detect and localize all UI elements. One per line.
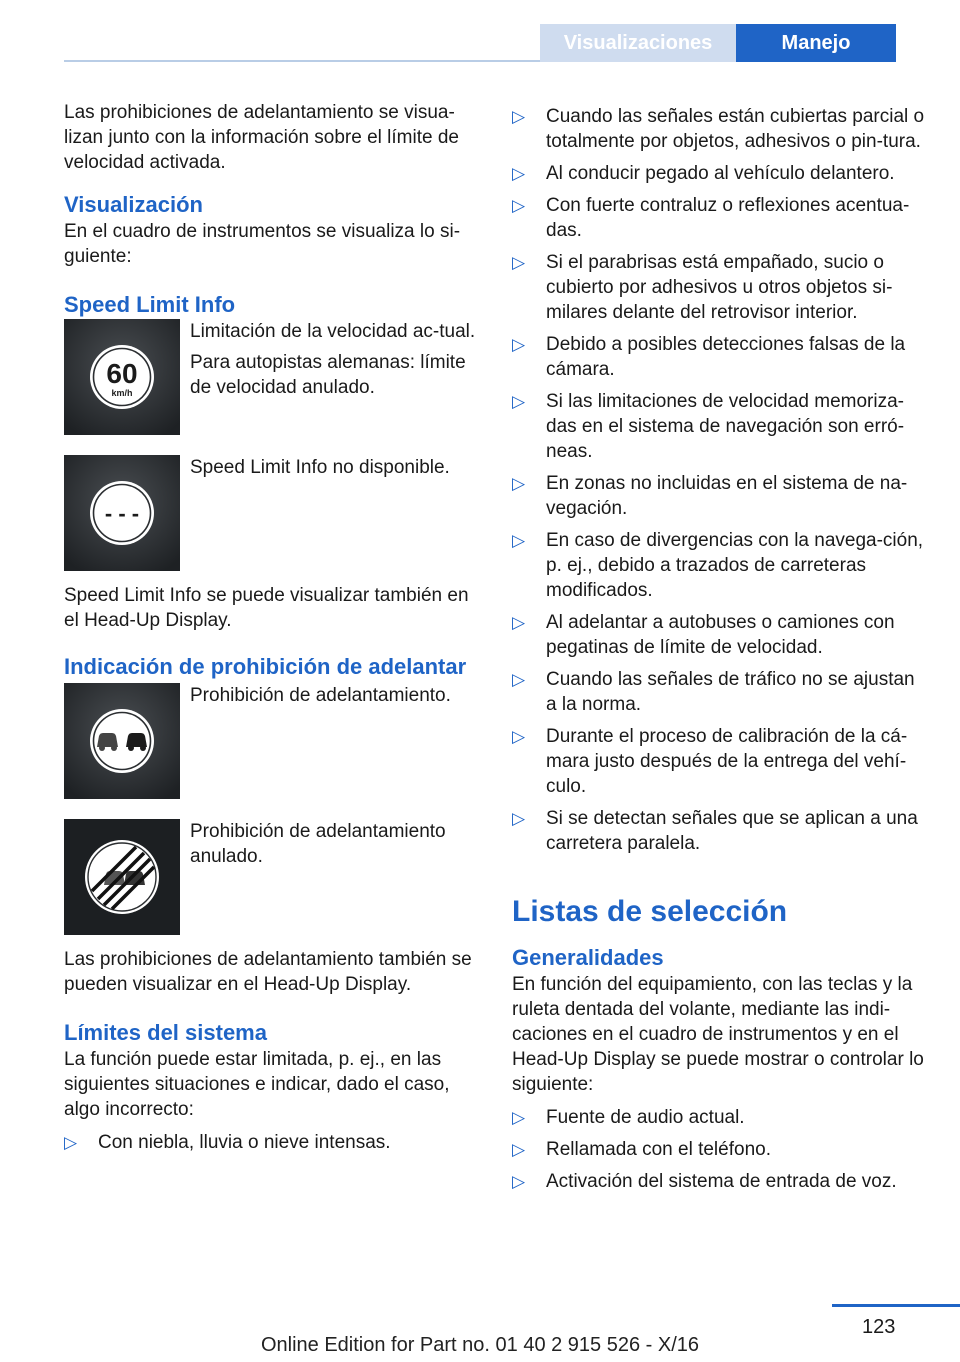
bullet-arrow-icon: ▷ xyxy=(512,670,526,689)
left-column xyxy=(64,100,478,1155)
list-item: ▷ Cuando las señales de tráfico no se ajustan a la norma. xyxy=(512,669,915,715)
list-item: ▷ En zonas no incluidas en el sistema de na-vegación. xyxy=(512,473,908,519)
bullet-arrow-icon: ▷ xyxy=(512,1140,526,1159)
limites-list-continued xyxy=(512,104,930,856)
bullet-arrow-icon: ▷ xyxy=(512,392,526,411)
speed-limit-60-value: 60 xyxy=(106,358,138,389)
list-item: ▷ Con fuerte contraluz o reflexiones acentua-das. xyxy=(512,195,910,241)
heading-visualizacion: Visualización xyxy=(64,192,203,217)
bullet-arrow-icon: ▷ xyxy=(512,809,526,828)
speed-limit-60-icon xyxy=(64,319,180,435)
limites-paragraph: La función puede estar limitada, p. ej., en las siguientes situaciones e indicar, dado el caso, algo incorrecto: xyxy=(64,1049,450,1120)
bullet-arrow-icon: ▷ xyxy=(512,474,526,493)
footer-edition: Online Edition for Part no. 01 40 2 915 526 - X/16 xyxy=(260,1334,700,1356)
list-item: ▷ Si se detectan señales que se aplican a una carretera paralela. xyxy=(512,808,918,854)
speed-limit-unavailable-icon xyxy=(64,455,180,571)
header-active-tab: Manejo xyxy=(736,24,896,62)
heading-listas: Listas de selección xyxy=(512,895,788,928)
hud-overtake-paragraph: Las prohibiciones de adelantamiento también se pueden visualizar en el Head-Up Display. xyxy=(64,949,472,995)
speed-limit-cancelled-desc: Para autopistas alemanas: límite de velocidad anulado. xyxy=(190,352,466,398)
bullet-arrow-icon: ▷ xyxy=(512,1172,526,1191)
visualizacion-paragraph: En el cuadro de instrumentos se visualiza lo si-guiente: xyxy=(64,221,461,267)
bullet-arrow-icon: ▷ xyxy=(512,335,526,354)
speed-limit-60-unit: km/h xyxy=(111,388,133,398)
intro-paragraph: Las prohibiciones de adelantamiento se visua-lizan junto con la información sobre el límite de velocidad activada. xyxy=(64,102,459,173)
list-item: ▷ Durante el proceso de calibración de la cá-mara justo después de la entrega del vehí-culo. xyxy=(512,726,908,797)
no-overtaking-icon xyxy=(64,683,180,799)
hud-speed-paragraph: Speed Limit Info se puede visualizar también en el Head-Up Display. xyxy=(64,585,469,631)
end-no-overtaking-icon xyxy=(64,819,180,935)
end-no-overtaking-figure xyxy=(64,819,478,935)
no-overtaking-figure xyxy=(64,683,478,799)
speed-limit-unavailable-value: - - - xyxy=(104,501,140,526)
bullet-arrow-icon: ▷ xyxy=(64,1133,78,1152)
list-item: ▷ En caso de divergencias con la navega-ción, p. ej., debido a trazados de carreteras modificados. xyxy=(512,530,924,601)
list-item: ▷ Al adelantar a autobuses o camiones con pegatinas de límite de velocidad. xyxy=(512,612,895,658)
list-item: ▷ Activación del sistema de entrada de voz. xyxy=(512,1171,897,1192)
end-no-overtaking-desc: Prohibición de adelantamiento anulado. xyxy=(190,821,446,867)
limites-list xyxy=(64,1130,478,1155)
list-item: ▷ Con niebla, lluvia o nieve intensas. xyxy=(64,1132,391,1153)
right-column xyxy=(512,104,930,1194)
heading-speed-limit-info: Speed Limit Info xyxy=(64,292,236,317)
bullet-arrow-icon: ▷ xyxy=(512,613,526,632)
heading-generalidades: Generalidades xyxy=(512,945,664,970)
list-item: ▷ Rellamada con el teléfono. xyxy=(512,1139,771,1160)
heading-limites: Límites del sistema xyxy=(64,1020,267,1045)
heading-prohibicion: Indicación de prohibición de adelantar xyxy=(64,654,467,679)
list-item: ▷ Fuente de audio actual. xyxy=(512,1107,745,1128)
list-item: ▷ Cuando las señales están cubiertas parcial o totalmente por objetos, adhesivos o pin-tura. xyxy=(512,106,925,152)
list-item: ▷ Debido a posibles detecciones falsas de la cámara. xyxy=(512,334,906,380)
list-item: ▷ Al conducir pegado al vehículo delantero. xyxy=(512,163,895,184)
no-overtaking-desc: Prohibición de adelantamiento. xyxy=(190,685,451,706)
generalidades-paragraph: En función del equipamiento, con las teclas y la ruleta dentada del volante, mediante las indi-caciones en el cuadro de instrumentos y en el Head-Up Display se puede mostrar o controlar lo siguiente: xyxy=(512,974,924,1095)
speed-limit-60-desc: Limitación de la velocidad ac-tual. xyxy=(190,321,476,342)
bullet-arrow-icon: ▷ xyxy=(512,253,526,272)
bullet-arrow-icon: ▷ xyxy=(512,531,526,550)
bullet-arrow-icon: ▷ xyxy=(512,727,526,746)
bullet-arrow-icon: ▷ xyxy=(512,164,526,183)
generalidades-list xyxy=(512,1105,930,1194)
list-item: ▷ Si las limitaciones de velocidad memoriza-das en el sistema de navegación son erró-neas. xyxy=(512,391,905,462)
bullet-arrow-icon: ▷ xyxy=(512,1108,526,1127)
speed-limit-unavailable-figure xyxy=(64,455,478,571)
bullet-arrow-icon: ▷ xyxy=(512,196,526,215)
header-section-tab: Visualizaciones xyxy=(540,24,736,62)
list-item: ▷ Si el parabrisas está empañado, sucio o cubierto por adhesivos u otros objetos si-milares delante del retrovisor interior. xyxy=(512,252,893,323)
page-number: 123 xyxy=(862,1316,896,1338)
speed-limit-unavailable-desc: Speed Limit Info no disponible. xyxy=(190,457,450,478)
bullet-arrow-icon: ▷ xyxy=(512,107,526,126)
speed-limit-60-figure xyxy=(64,319,478,435)
footer-rule xyxy=(832,1304,960,1307)
